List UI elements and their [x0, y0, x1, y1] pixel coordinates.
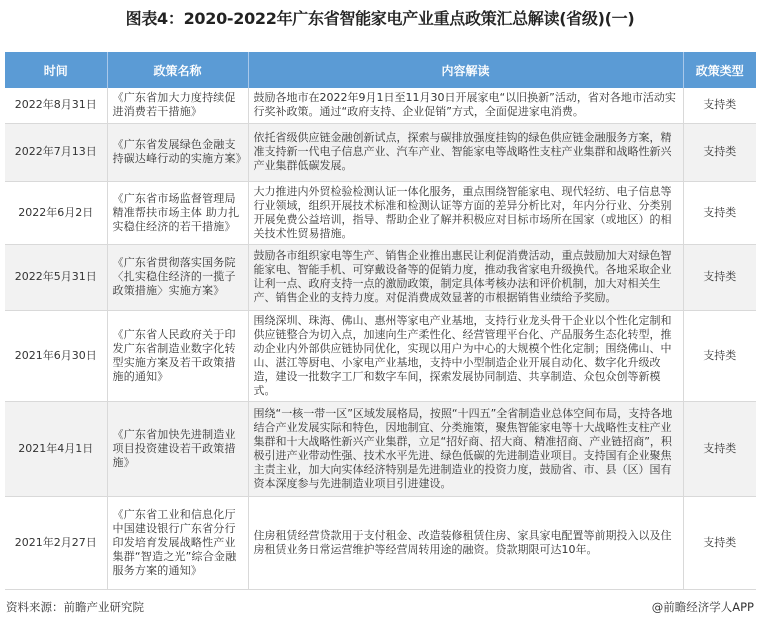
cell-policy-name: 《广东省人民政府关于印发广东省制造业数字化转型实施方案及若干政策措施的通知》: [107, 310, 248, 401]
cell-date: 2022年5月31日: [5, 244, 107, 310]
header-date: 时间: [5, 52, 107, 88]
header-content: 内容解读: [248, 52, 683, 88]
cell-content: 围绕深圳、珠海、佛山、惠州等家电产业基地，支持行业龙头骨干企业以个性化定制和供应链整合为切入点，加速向生产柔性化、经营管理平台化、产品服务生态化转型，推动企业内外部供应链协同优化，实现以用户为中心的大规模个性化定制；围绕佛山、中山、湛江等厨电、小家电产业基地，支持中小型制造企业开展自动化、数字化升级改造，建设一批数字工厂和数字车间，探索发展协同制造、共享制造、众包众创等新模式。: [248, 310, 683, 401]
chart-title: 图表4：2020-2022年广东省智能家电产业重点政策汇总解读(省级)(一): [125, 9, 635, 28]
table-row: [5, 123, 756, 181]
cell-date: 2021年4月1日: [5, 401, 107, 496]
table-row: [5, 401, 756, 496]
cell-policy-name: 《广东省加大力度持续促进消费若干措施》: [107, 88, 248, 123]
cell-content: 围绕“一核一带一区”区域发展格局，按照“十四五”全省制造业总体空间布局，支持各地结合产业发展实际和特色，因地制宜、分类施策，聚焦智能家电等十大战略性支柱产业集群和十大战略性新兴产业集群，立足“招好商、招大商、精准招商、产业链招商”，积极引进产业带动性强、技术水平先进、绿色低碳的先进制造业项目。支持国有企业聚焦主责主业，加大向实体经济特别是先进制造业的投资力度，鼓励省、市、县（区）国有资本深度参与先进制造业项目引进建设。: [248, 401, 683, 496]
cell-content: 大力推进内外贸检验检测认证一体化服务，重点围绕智能家电、现代轻纺、电子信息等行业领域，组织开展技术标准和检测认证等方面的差异分析比对，年内分行业、分类别开展免费公益培训，指导、帮助企业了解并积极应对目标市场所在国家（或地区）的相关技术性贸易措施。: [248, 181, 683, 244]
cell-policy-type: 支持类: [683, 181, 756, 244]
table-row: [5, 496, 756, 589]
cell-policy-type: 支持类: [683, 496, 756, 589]
table-header-row: [5, 52, 756, 88]
cell-date: 2022年8月31日: [5, 88, 107, 123]
cell-policy-type: 支持类: [683, 401, 756, 496]
table-row: [5, 244, 756, 310]
cell-date: 2021年2月27日: [5, 496, 107, 589]
cell-policy-name: 《广东省加快先进制造业项目投资建设若干政策措施》: [107, 401, 248, 496]
cell-policy-type: 支持类: [683, 244, 756, 310]
cell-policy-name: 《广东省发展绿色金融支持碳达峰行动的实施方案》: [107, 123, 248, 181]
header-policy-name: 政策名称: [107, 52, 248, 88]
cell-date: 2021年6月30日: [5, 310, 107, 401]
cell-policy-name: 《广东省工业和信息化厅 中国建设银行广东省分行印发培育发展战略性产业集群“智造之光”综合金融服务方案的通知》: [107, 496, 248, 589]
table-row: [5, 310, 756, 401]
footer: [6, 599, 754, 615]
cell-policy-name: 《广东省市场监督管理局精准帮扶市场主体 助力扎实稳住经济的若干措施》: [107, 181, 248, 244]
header-policy-type: 政策类型: [683, 52, 756, 88]
cell-content: 依托省级供应链金融创新试点，探索与碳排放强度挂钩的绿色供应链金融服务方案，精准支持新一代电子信息产业、汽车产业、智能家电等战略性支柱产业集群和战略性新兴产业集群低碳发展。: [248, 123, 683, 181]
brand-credit: @前瞻经济学人APP: [651, 600, 754, 614]
cell-date: 2022年7月13日: [5, 123, 107, 181]
cell-content: 鼓励各市组织家电等生产、销售企业推出惠民让利促消费活动，重点鼓励加大对绿色智能家电、智能手机、可穿戴设备等的促销力度，推动我省家电升级换代。各地采取企业让利一点、政府支持一点的激励政策，制定具体考核办法和评价机制，加大对相关生产、销售企业的支持力度。对促消费成效显著的市根据销售业绩给予奖励。: [248, 244, 683, 310]
table-row: [5, 88, 756, 123]
cell-policy-name: 《广东省贯彻落实国务院〈扎实稳住经济的一揽子政策措施〉实施方案》: [107, 244, 248, 310]
cell-policy-type: 支持类: [683, 88, 756, 123]
table-row: [5, 181, 756, 244]
source-note: 资料来源：前瞻产业研究院: [6, 600, 144, 614]
cell-content: 鼓励各地市在2022年9月1日至11月30日开展家电“以旧换新”活动，省对各地市活动实行奖补政策。通过“政府支持、企业促销”方式，全面促进家电消费。: [248, 88, 683, 123]
policy-table: [5, 52, 756, 590]
cell-content: 住房租赁经营贷款用于支付租金、改造装修租赁住房、家具家电配置等前期投入以及住房租赁业务日常运营维护等经营周转用途的融资。贷款期限可达10年。: [248, 496, 683, 589]
cell-policy-type: 支持类: [683, 123, 756, 181]
cell-date: 2022年6月2日: [5, 181, 107, 244]
cell-policy-type: 支持类: [683, 310, 756, 401]
